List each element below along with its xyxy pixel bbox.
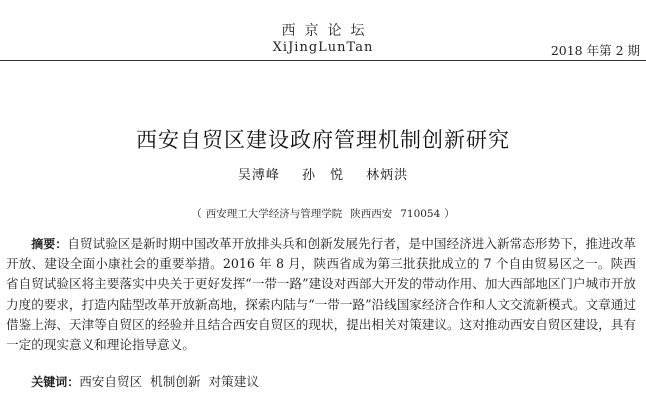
author-name: 孙 悦 (301, 168, 344, 183)
affiliation-institution: 西安理工大学经济与管理学院 (205, 208, 343, 220)
author-name: 林炳洪 (366, 168, 409, 183)
keyword-item: 机制创新 (150, 374, 201, 389)
author-list (0, 164, 646, 183)
keyword-item: 西安自贸区 (79, 374, 143, 389)
affiliation-postcode: 710054 (400, 208, 441, 220)
affiliation-open-paren: （ (191, 208, 202, 220)
author-name: 吴溥峰 (237, 168, 280, 183)
keywords-label: 关键词： (31, 375, 80, 389)
abstract (6, 234, 636, 355)
affiliation-close-paren: ） (444, 208, 455, 220)
journal-name-pinyin: XiJingLunTan (272, 40, 374, 55)
abstract-label: 摘要： (31, 237, 68, 251)
issue-number: 2018 年第 2 期 (550, 43, 640, 58)
journal-name-chinese: 西京论坛 (281, 23, 374, 39)
article-title: 西安自贸区建设政府管理机制创新研究 (136, 128, 510, 152)
keywords (6, 372, 636, 392)
affiliation (0, 206, 646, 221)
keyword-item: 对策建议 (208, 374, 259, 389)
abstract-text: 自贸试验区是新时期中国改革开放排头兵和创新发展先行者，是中国经济进入新常态形势下，推进改革开放、建设全面小康社会的重要举措。2016 年 8 月，陕西省成为第三批获批成立的 7 个自由贸易区之一。陕西省自贸试验区将主要落实中央关于更好发挥“一带一路”建设对西部大开发的带动作用、加大西部地区门户城市开放力度的要求，打造内陆型改革开放新高地，探索内陆与“一带一路”沿线国家经济合作和人文交流新模式。文章通过借鉴上海、天津等自贸区的经验并且结合西安自贸区的现状，提出相关对策建议。这对推动西安自贸区建设，具有一定的现实意义和理论指导意义。 (6, 236, 636, 353)
affiliation-city: 陕西西安 (350, 208, 393, 220)
header-rule (0, 60, 646, 61)
